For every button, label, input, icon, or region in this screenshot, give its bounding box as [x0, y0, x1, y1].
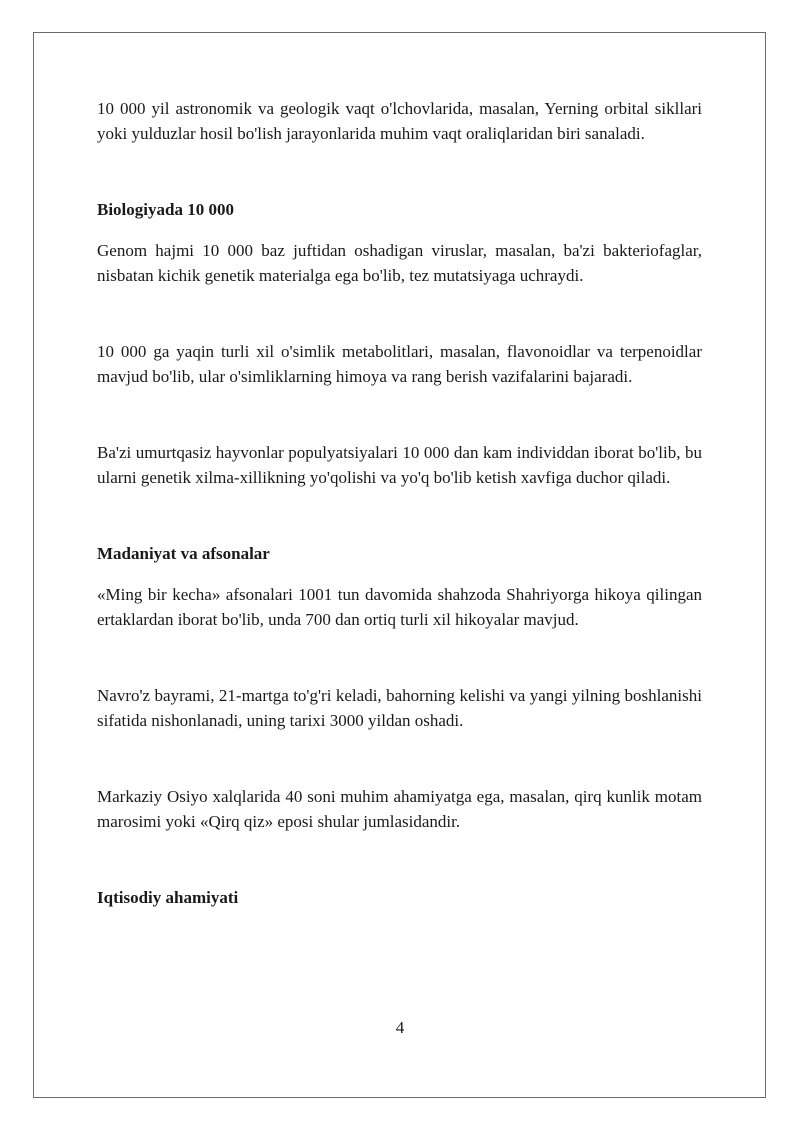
- section-heading-biology: Biologiyada 10 000: [97, 200, 234, 219]
- paragraph-forty: Markaziy Osiyo xalqlarida 40 soni muhim ahamiyatga ega, masalan, qirq kunlik motam marosimi yoki «Qirq qiz» eposi shular jumlasidandir.: [97, 787, 702, 831]
- paragraph-genome: Genom hajmi 10 000 baz juftidan oshadigan viruslar, masalan, ba'zi bakteriofaglar, nisbatan kichik genetik materialga ega bo'lib, tez mutatsiyaga uchraydi.: [97, 241, 702, 285]
- paragraph-navruz: Navro'z bayrami, 21-martga to'g'ri keladi, bahorning kelishi va yangi yilning boshlanishi sifatida nishonlanadi, uning tarixi 3000 yildan oshadi.: [97, 686, 702, 730]
- paragraph-astronomy: 10 000 yil astronomik va geologik vaqt o'lchovlarida, masalan, Yerning orbital sikllari yoki yulduzlar hosil bo'lish jarayonlarida muhim vaqt oraliqlaridan biri sanaladi.: [97, 99, 702, 143]
- document-body: [97, 96, 702, 910]
- paragraph-thousand-nights: «Ming bir kecha» afsonalari 1001 tun davomida shahzoda Shahriyorga hikoya qilingan ertaklardan iborat bo'lib, unda 700 dan ortiq turli xil hikoyalar mavjud.: [97, 585, 702, 629]
- section-heading-culture: Madaniyat va afsonalar: [97, 544, 270, 563]
- section-heading-economy: Iqtisodiy ahamiyati: [97, 888, 239, 907]
- page-number: 4: [395, 1018, 405, 1037]
- paragraph-metabolites: 10 000 ga yaqin turli xil o'simlik metabolitlari, masalan, flavonoidlar va terpenoidlar mavjud bo'lib, ular o'simliklarning himoya va rang berish vazifalarini bajaradi.: [97, 342, 702, 386]
- paragraph-populations: Ba'zi umurtqasiz hayvonlar populyatsiyalari 10 000 dan kam individdan iborat bo'lib, bu ularni genetik xilma-xillikning yo'qolishi va yo'q bo'lib ketish xavfiga duchor qiladi.: [97, 443, 702, 487]
